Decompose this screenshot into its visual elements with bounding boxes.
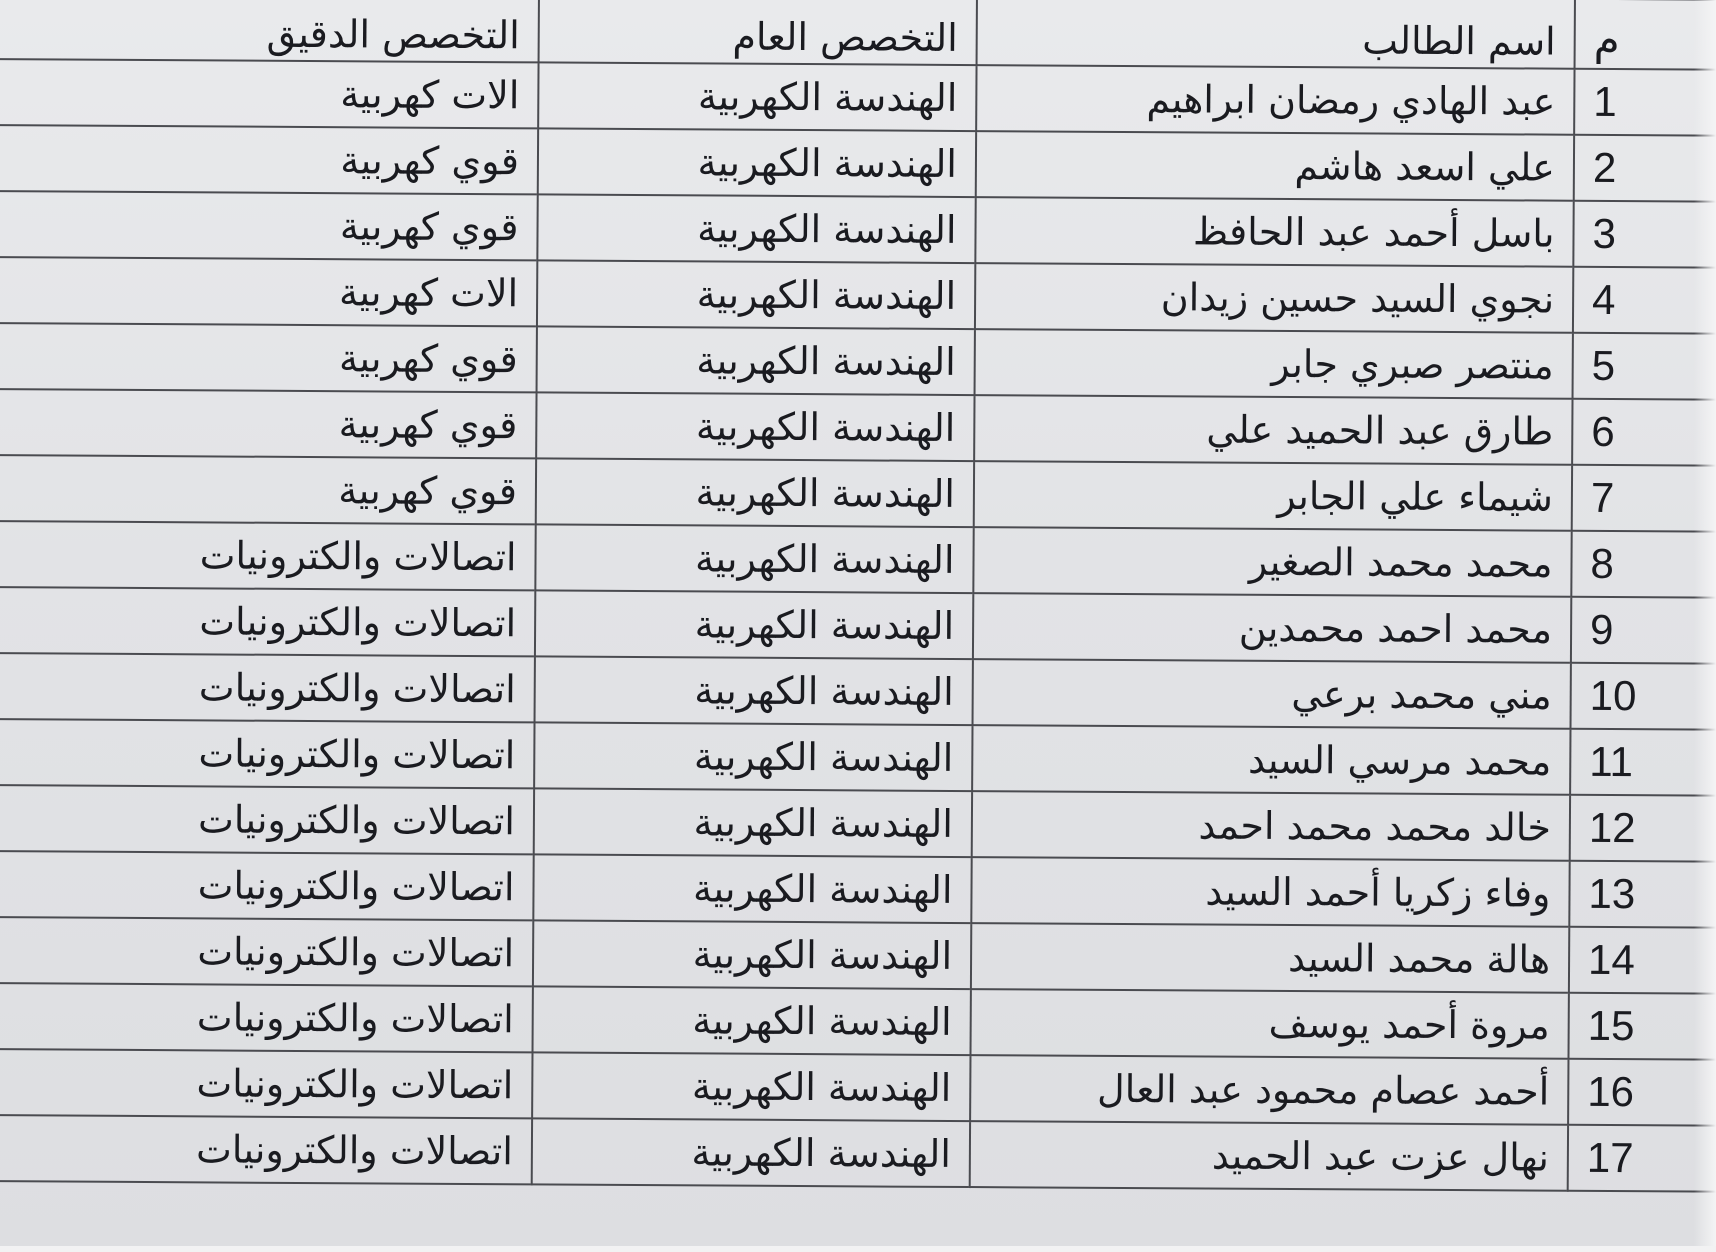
general-specialization-cell: الهندسة الكهربية xyxy=(538,62,976,131)
table-header-row xyxy=(0,0,1716,70)
general-specialization-cell: الهندسة الكهربية xyxy=(535,656,973,725)
general-specialization-cell: الهندسة الكهربية xyxy=(536,392,974,461)
row-index-cell: 15 xyxy=(1568,993,1716,1060)
table-row xyxy=(0,785,1716,862)
page-edge xyxy=(1694,0,1716,1252)
table-row xyxy=(0,389,1716,466)
table-row xyxy=(0,1115,1716,1192)
table-row xyxy=(0,983,1716,1060)
row-index-cell: 16 xyxy=(1568,1059,1716,1126)
student-name-cell: طارق عبد الحميد علي xyxy=(974,395,1572,465)
student-name-cell: مروة أحمد يوسف xyxy=(971,989,1569,1059)
student-name-cell: عبد الهادي رمضان ابراهيم xyxy=(976,65,1574,135)
specific-specialization-cell: اتصالات والكترونيات xyxy=(0,1115,532,1184)
row-index-cell: 2 xyxy=(1574,135,1716,202)
table-row xyxy=(0,917,1716,994)
general-specialization-cell: الهندسة الكهربية xyxy=(533,986,971,1055)
specific-specialization-cell: اتصالات والكترونيات xyxy=(0,917,533,986)
general-specialization-cell: الهندسة الكهربية xyxy=(537,326,975,395)
table-row xyxy=(0,653,1716,730)
row-index-cell: 8 xyxy=(1571,531,1716,598)
general-specialization-cell: الهندسة الكهربية xyxy=(533,854,971,923)
student-name-cell: نهال عزت عبد الحميد xyxy=(970,1121,1568,1191)
specific-specialization-cell: قوي كهربية xyxy=(0,125,538,194)
general-specialization-cell: الهندسة الكهربية xyxy=(535,590,973,659)
student-name-cell: مني محمد برعي xyxy=(973,659,1571,729)
table-row xyxy=(0,323,1716,400)
student-name-cell: هالة محمد السيد xyxy=(971,923,1569,993)
general-specialization-cell: الهندسة الكهربية xyxy=(536,458,974,527)
student-name-cell: محمد مرسي السيد xyxy=(972,725,1570,795)
general-specialization-cell: الهندسة الكهربية xyxy=(533,920,971,989)
student-name-cell: علي اسعد هاشم xyxy=(976,131,1574,201)
row-index-cell: 6 xyxy=(1572,399,1716,466)
general-specialization-cell: الهندسة الكهربية xyxy=(538,128,976,197)
student-name-cell: وفاء زكريا أحمد السيد xyxy=(971,857,1569,927)
specific-specialization-cell: قوي كهربية xyxy=(0,191,538,260)
specific-specialization-cell: اتصالات والكترونيات xyxy=(0,983,533,1052)
specific-specialization-cell: اتصالات والكترونيات xyxy=(0,653,535,722)
header-student-name: اسم الطالب xyxy=(977,0,1575,69)
specific-specialization-cell: اتصالات والكترونيات xyxy=(0,587,535,656)
table-row xyxy=(0,719,1716,796)
row-index-cell: 5 xyxy=(1573,333,1716,400)
student-name-cell: محمد محمد الصغير xyxy=(973,527,1571,597)
table-row xyxy=(0,59,1716,136)
row-index-cell: 13 xyxy=(1569,861,1716,928)
specific-specialization-cell: اتصالات والكترونيات xyxy=(0,521,536,590)
row-index-cell: 1 xyxy=(1574,69,1716,136)
specific-specialization-cell: الات كهربية xyxy=(0,257,537,326)
row-index-cell: 7 xyxy=(1572,465,1716,532)
student-name-cell: نجوي السيد حسين زيدان xyxy=(975,263,1573,333)
row-index-cell: 14 xyxy=(1569,927,1716,994)
row-index-cell: 17 xyxy=(1568,1125,1716,1192)
general-specialization-cell: الهندسة الكهربية xyxy=(537,194,975,263)
row-index-cell: 9 xyxy=(1571,597,1716,664)
specific-specialization-cell: اتصالات والكترونيات xyxy=(0,785,534,854)
table-row xyxy=(0,851,1716,928)
row-index-cell: 3 xyxy=(1573,201,1716,268)
table-row xyxy=(0,521,1716,598)
row-index-cell: 4 xyxy=(1573,267,1716,334)
row-index-cell: 12 xyxy=(1570,795,1716,862)
table-row xyxy=(0,191,1716,268)
table-row xyxy=(0,257,1716,334)
general-specialization-cell: الهندسة الكهربية xyxy=(532,1052,970,1121)
table-row xyxy=(0,1049,1716,1126)
table-row xyxy=(0,455,1716,532)
general-specialization-cell: الهندسة الكهربية xyxy=(537,260,975,329)
page-bottom-edge xyxy=(0,1246,1716,1252)
table-row xyxy=(0,587,1716,664)
student-name-cell: أحمد عصام محمود عبد العال xyxy=(970,1055,1568,1125)
specific-specialization-cell: الات كهربية xyxy=(0,59,539,128)
general-specialization-cell: الهندسة الكهربية xyxy=(532,1118,970,1187)
row-index-cell: 11 xyxy=(1570,729,1716,796)
specific-specialization-cell: قوي كهربية xyxy=(0,389,537,458)
specific-specialization-cell: قوي كهربية xyxy=(0,455,536,524)
student-name-cell: شيماء علي الجابر xyxy=(974,461,1572,531)
specific-specialization-cell: اتصالات والكترونيات xyxy=(0,1049,533,1118)
table-row xyxy=(0,125,1716,202)
student-name-cell: منتصر صبري جابر xyxy=(975,329,1573,399)
general-specialization-cell: الهندسة الكهربية xyxy=(534,788,972,857)
specific-specialization-cell: اتصالات والكترونيات xyxy=(0,851,534,920)
header-general-specialization: التخصص العام xyxy=(539,0,977,65)
student-name-cell: باسل أحمد عبد الحافظ xyxy=(975,197,1573,267)
general-specialization-cell: الهندسة الكهربية xyxy=(534,722,972,791)
row-index-cell: 10 xyxy=(1571,663,1716,730)
header-index: م xyxy=(1575,0,1716,70)
student-name-cell: خالد محمد محمد احمد xyxy=(972,791,1570,861)
specific-specialization-cell: قوي كهربية xyxy=(0,323,537,392)
student-name-cell: محمد احمد محمدين xyxy=(973,593,1571,663)
header-specific-specialization: التخصص الدقيق xyxy=(0,0,539,62)
specific-specialization-cell: اتصالات والكترونيات xyxy=(0,719,535,788)
general-specialization-cell: الهندسة الكهربية xyxy=(535,524,973,593)
